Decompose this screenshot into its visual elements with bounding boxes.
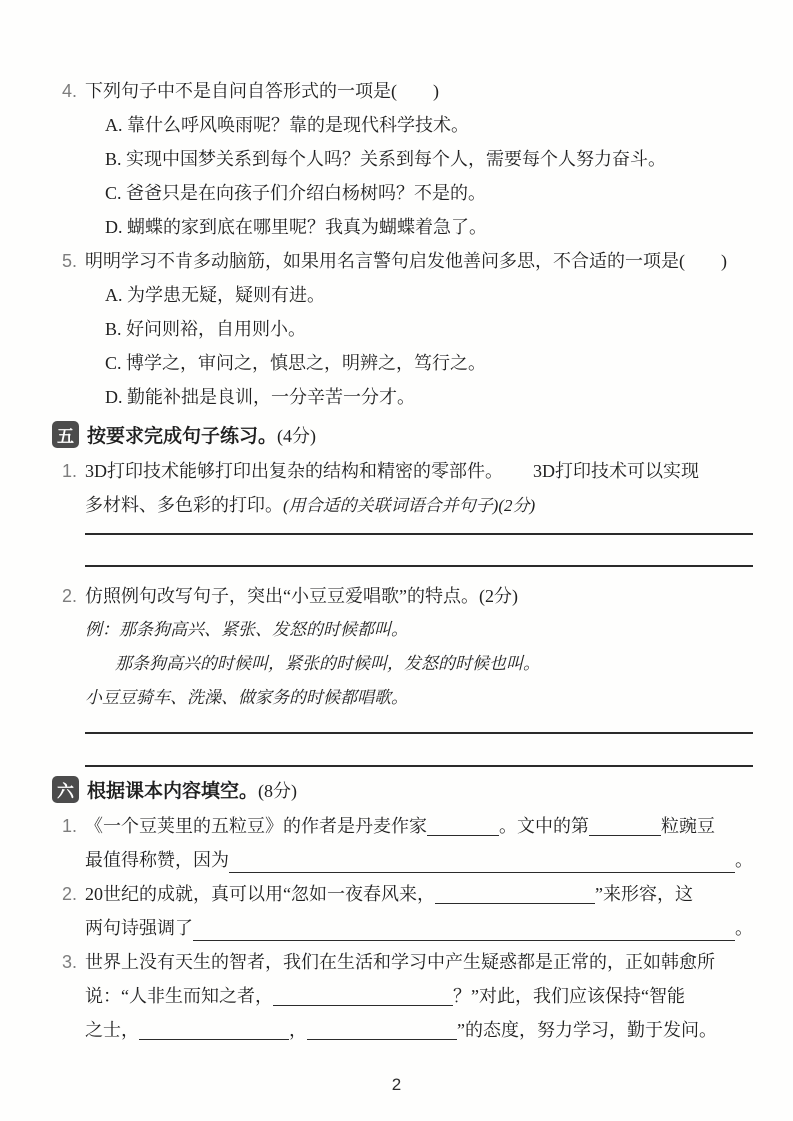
section-5-score: (4分) (277, 425, 317, 446)
fill-line-1 (85, 877, 753, 911)
question-number: 4. (62, 81, 78, 101)
fill-line-1 (85, 809, 753, 843)
example-line-1: 例：那条狗高兴、紧张、发怒的时候都叫。 (85, 620, 408, 639)
question-number: 1. (62, 461, 78, 481)
question-4-option-c[interactable]: C. 爸爸只是在向孩子们介绍白杨树吗？不是的。 (105, 183, 487, 203)
answer-blank[interactable] (435, 884, 595, 904)
answer-blank[interactable] (273, 986, 453, 1006)
text-segment: ”的态度，努力学习，勤于发问。 (457, 1020, 717, 1040)
fill-line-2 (85, 979, 753, 1013)
question-5-option-b[interactable]: B. 好问则裕，自用则小。 (105, 319, 307, 339)
answer-line[interactable] (85, 535, 753, 567)
section-title-text: 按要求完成句子练习。 (87, 425, 278, 447)
example-line-2: 那条狗高兴的时候叫，紧张的时候叫，发怒的时候也叫。 (115, 654, 540, 673)
text-segment: 。 (735, 918, 753, 938)
stem-text: 明明学习不肯多动脑筋，如果用名言警句启发他善问多思，不合适的一项是 (85, 251, 679, 271)
section-6-header (52, 773, 753, 805)
text-segment: ”来形容，这 (595, 884, 693, 904)
section-6-score: (8分) (258, 780, 298, 801)
text-segment: 说：“人非生而知之者， (85, 986, 273, 1006)
question-score: (2分) (498, 496, 536, 515)
question-number: 3. (62, 952, 78, 972)
question-stem (85, 579, 753, 613)
section-5-header (52, 418, 753, 450)
question-5-body (85, 244, 753, 414)
section-5-question-2 (62, 579, 753, 767)
answer-parentheses[interactable]: ( ) (391, 81, 439, 101)
section-5-question-1-body (85, 454, 753, 567)
question-4-body (85, 74, 753, 244)
question-4-option-d[interactable]: D. 蝴蝶的家到底在哪里呢？我真为蝴蝶着急了。 (105, 217, 487, 237)
section-6-badge: 六 (52, 776, 79, 803)
text-segment: 。文中的第 (499, 816, 589, 836)
section-title-text: 根据课本内容填空。 (87, 780, 259, 802)
text-segment: 20世纪的成就，真可以用“忽如一夜春风来， (85, 884, 435, 904)
fill-line-1: 世界上没有天生的智者，我们在生活和学习中产生疑惑都是正常的，正如韩愈所 (85, 952, 715, 972)
question-5-stem (85, 244, 753, 278)
section-6-question-3-body (85, 945, 753, 1047)
answer-blank[interactable] (427, 816, 499, 836)
question-number: 2. (62, 586, 78, 606)
fill-line-2 (85, 911, 753, 945)
question-4-option-b[interactable]: B. 实现中国梦关系到每个人吗？关系到每个人，需要每个人努力奋斗。 (105, 149, 667, 169)
text-segment: 《一个豆荚里的五粒豆》的作者是丹麦作家 (85, 816, 427, 836)
question-5-option-a[interactable]: A. 为学患无疑，疑则有进。 (105, 285, 325, 305)
answer-blank[interactable] (589, 816, 661, 836)
section-5-question-2-body (85, 579, 753, 767)
sentence-2-end: 多材料、多色彩的打印。 (85, 495, 283, 515)
question-4 (62, 74, 753, 244)
answer-line[interactable] (85, 715, 753, 734)
question-number: 5. (62, 251, 78, 271)
fill-line-2 (85, 843, 753, 877)
text-segment: 最值得称赞，因为 (85, 850, 229, 870)
answer-blank[interactable] (307, 1020, 457, 1040)
section-6-title (87, 776, 297, 803)
section-5-question-1 (62, 454, 753, 567)
text-segment: ， (289, 1020, 307, 1040)
text-segment: ？”对此，我们应该保持“智能 (453, 986, 685, 1006)
sentence-1: 3D打印技术能够打印出复杂的结构和精密的零部件。 (85, 461, 503, 481)
answer-line[interactable] (85, 523, 753, 535)
page-number: 2 (391, 1075, 402, 1094)
question-4-option-a[interactable]: A. 靠什么呼风唤雨呢？靠的是现代科学技术。 (105, 115, 469, 135)
section-5-title (87, 421, 316, 448)
text-segment: 。 (735, 850, 753, 870)
question-score: (2分) (478, 586, 518, 606)
section-6-question-1-body (85, 809, 753, 877)
fill-line-3 (85, 1013, 753, 1047)
answer-parentheses[interactable]: ( ) (679, 251, 727, 271)
section-6-question-2-body (85, 877, 753, 945)
answer-line[interactable] (85, 734, 753, 767)
stem-text: 下列句子中不是自问自答形式的一项是 (85, 81, 391, 101)
section-6-question-2 (62, 877, 753, 945)
sentence-line-1 (85, 454, 753, 488)
stem-text: 仿照例句改写句子，突出“小豆豆爱唱歌”的特点。 (85, 586, 479, 606)
instruction-note: (用合适的关联词语合并句子) (283, 496, 499, 515)
question-4-stem (85, 74, 753, 108)
text-segment: 之士， (85, 1020, 139, 1040)
text-segment: 两句诗强调了 (85, 918, 193, 938)
section-6-question-1 (62, 809, 753, 877)
section-6-question-3 (62, 945, 753, 1047)
sentence-line-2 (85, 488, 753, 523)
question-number: 1. (62, 816, 78, 836)
sentence-2-start: 3D打印技术可以实现 (533, 461, 699, 481)
text-segment: 粒豌豆 (661, 816, 715, 836)
answer-blank[interactable] (229, 847, 735, 873)
sentence-to-rewrite: 小豆豆骑车、洗澡、做家务的时候都唱歌。 (85, 688, 408, 707)
section-5-badge: 五 (52, 421, 79, 448)
question-5 (62, 244, 753, 414)
answer-blank[interactable] (193, 915, 735, 941)
question-5-option-d[interactable]: D. 勤能补拙是良训，一分辛苦一分才。 (105, 387, 415, 407)
question-5-option-c[interactable]: C. 博学之，审问之，慎思之，明辨之，笃行之。 (105, 353, 487, 373)
question-number: 2. (62, 884, 78, 904)
answer-blank[interactable] (139, 1020, 289, 1040)
